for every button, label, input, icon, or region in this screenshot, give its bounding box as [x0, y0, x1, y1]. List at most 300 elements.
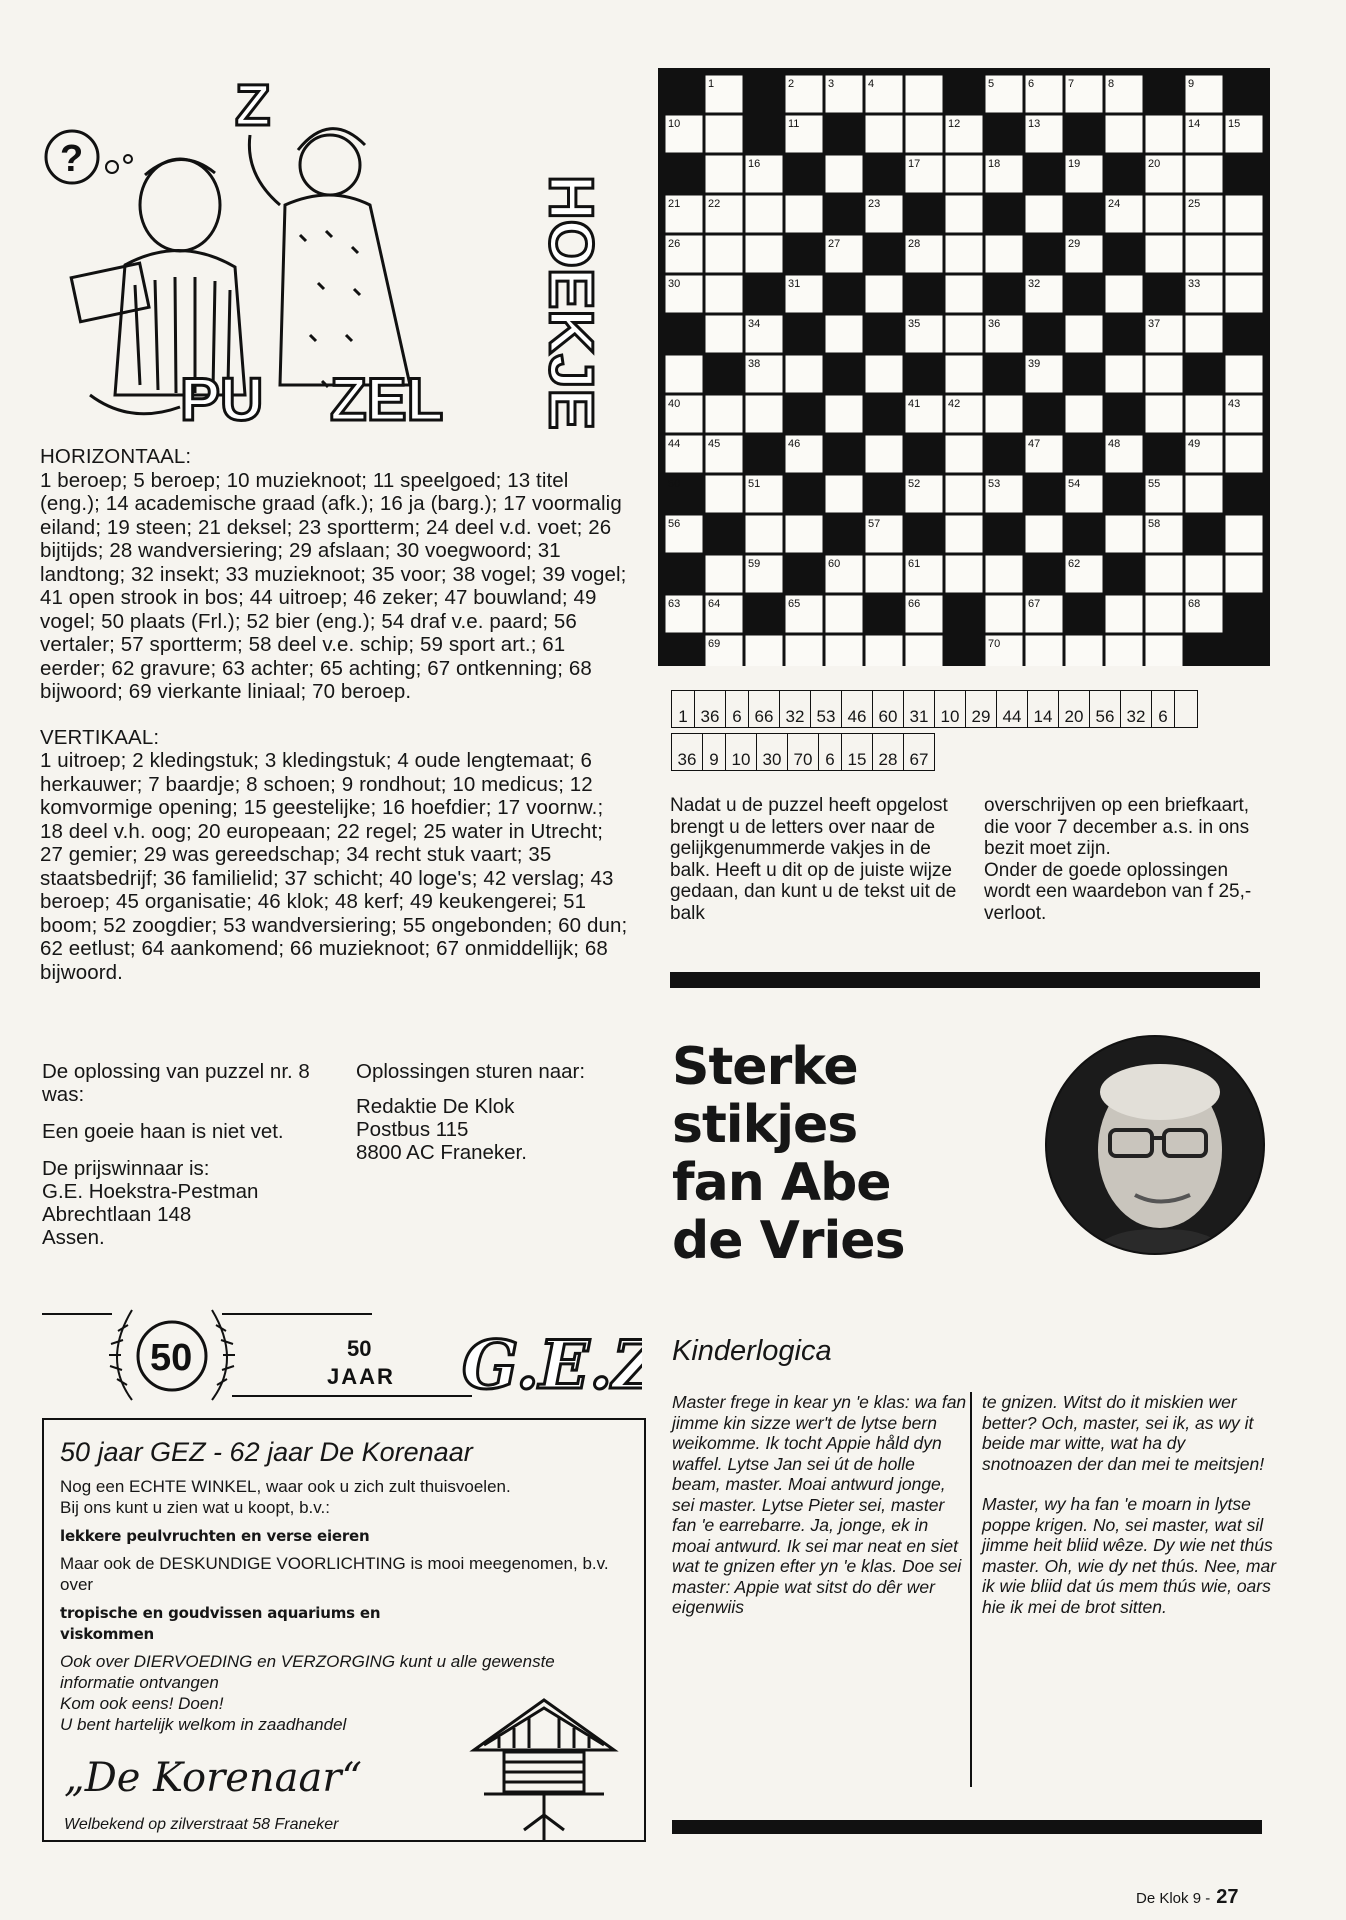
article-column-1: Master frege in kear yn 'e klas: wa fan jimme kin sizze wer't de lytse bern weikomme. Ik tocht Appie håld dyn waffel. Lytse Jan sei út de holle beam, master. Moai antwurd jonge, sei master. Lytse Pieter sei, master fan 'e earrebarre. Ja, jonge, ek in moai antwurd. Ik sei mar neat en siet wat te gnizen efter yn 'e klas. Doe sei master: Appie wat sitst do dêr wer eigenwiis — [672, 1392, 967, 1617]
grid-clue-number: 67 — [1028, 598, 1041, 610]
korenaar-address: Welbekend op zilverstraat 58 Franeker — [64, 1816, 339, 1833]
vertical-heading: VERTIKAAL: — [40, 725, 160, 749]
grid-white-cell[interactable] — [706, 316, 743, 353]
grid-clue-number: 64 — [708, 598, 721, 610]
logo-word-pu: PU — [180, 366, 264, 433]
grid-black-cell — [666, 556, 703, 593]
article-column-2 — [982, 1392, 1278, 1637]
grid-white-cell[interactable] — [706, 556, 743, 593]
grid-black-cell — [866, 396, 903, 433]
advert-italic-3: U bent hartelijk welkom in zaadhandel — [60, 1715, 347, 1734]
grid-white-cell[interactable] — [946, 556, 983, 593]
grid-black-cell — [1226, 76, 1263, 113]
winner-name: G.E. Hoekstra-Pestman — [42, 1180, 259, 1203]
headline-line-3: fan Abe — [672, 1153, 891, 1213]
grid-black-cell — [746, 276, 783, 313]
grid-clue-number: 65 — [788, 598, 801, 610]
grid-black-cell — [1106, 236, 1143, 273]
grid-white-cell[interactable] — [1026, 516, 1063, 553]
grid-black-cell — [1106, 156, 1143, 193]
solution-bar-cell[interactable]: 36 — [672, 734, 703, 771]
grid-black-cell — [986, 516, 1023, 553]
grid-clue-number: 18 — [988, 158, 1001, 170]
grid-black-cell — [786, 556, 823, 593]
grid-white-cell[interactable] — [1226, 236, 1263, 273]
grid-clue-number: 11 — [788, 118, 800, 130]
grid-clue-number: 22 — [708, 198, 721, 210]
grid-clue-number: 63 — [668, 598, 681, 610]
grid-black-cell — [826, 116, 863, 153]
solution-bar-cell[interactable]: 36 — [695, 691, 726, 728]
solution-bar-cell[interactable]: 53 — [811, 691, 842, 728]
gez-logo: G.E.Z — [462, 1326, 642, 1404]
solution-bar-cell[interactable]: 6 — [819, 734, 842, 771]
grid-clue-number: 57 — [868, 518, 881, 530]
grid-clue-number: 62 — [1068, 558, 1081, 570]
grid-clue-number: 45 — [708, 438, 721, 450]
grid-clue-number: 49 — [1188, 438, 1201, 450]
grid-black-cell — [1026, 316, 1063, 353]
horizontal-heading: HORIZONTAAL: — [40, 445, 192, 468]
headline-line-2: stikjes — [672, 1095, 858, 1155]
grid-black-cell — [866, 596, 903, 633]
grid-black-cell — [986, 276, 1023, 313]
grid-black-cell — [666, 76, 703, 113]
instructions-col-1: Nadat u de puzzel heeft opgelost brengt u de letters over naar de gelijkgenummerde vakjes in de balk. Heeft u dit op de juiste wijze gedaan, dan kunt u de tekst uit de balk — [670, 795, 957, 924]
grid-white-cell[interactable] — [946, 236, 983, 273]
grid-black-cell — [1106, 316, 1143, 353]
grid-white-cell[interactable] — [746, 636, 783, 667]
solution-bar-cell[interactable]: 60 — [873, 691, 904, 728]
solution-bar-cell[interactable]: 28 — [873, 734, 904, 771]
headline-line-1: Sterke — [672, 1037, 858, 1097]
solution-bar-cell[interactable]: 14 — [1028, 691, 1059, 728]
grid-white-cell[interactable] — [826, 476, 863, 513]
grid-black-cell — [1026, 476, 1063, 513]
grid-white-cell[interactable] — [1146, 116, 1183, 153]
grid-clue-number: 46 — [788, 438, 801, 450]
send-label: Oplossingen sturen naar: — [356, 1060, 586, 1083]
advert-line-2: Bij ons kunt u zien wat u koopt, b.v.: — [60, 1498, 330, 1517]
grid-black-cell — [666, 156, 703, 193]
grid-white-cell[interactable] — [1186, 396, 1223, 433]
send-address — [356, 1060, 636, 1164]
grid-white-cell[interactable] — [786, 516, 823, 553]
column-divider — [970, 1392, 972, 1787]
grid-white-cell[interactable] — [826, 636, 863, 667]
solution-bar-cell[interactable]: 10 — [935, 691, 966, 728]
grid-white-cell[interactable] — [706, 276, 743, 313]
horizontal-clues: 1 beroep; 5 beroep; 10 muzieknoot; 11 speelgoed; 13 titel (eng.); 14 academische graad (afk.); 16 ja (barg.); 17 voormalig eiland; 19 steen; 21 deksel; 23 sportterm; 24 deel v.d. voet; 26 bijtijds; 28 wandversiering; 29 afslaan; 30 voegwoord; 31 landtong; 32 insekt; 33 muzieknoot; 35 voor; 38 vogel; 39 vogel; 41 open strook in bos; 44 uitroep; 46 zeker; 47 bouwland; 49 vogel; 50 plaats (Frl.); 52 bier (eng.); 54 draf v.e. paard; 56 vertaler; 57 sportterm; 58 deel v.e. schip; 59 sport art.; 61 eerder; 62 gravure; 63 achter; 65 achting; 67 ontkenning; 68 bijwoord; 69 vierkante liniaal; 70 beroep. — [40, 468, 627, 703]
grid-white-cell[interactable] — [1146, 596, 1183, 633]
grid-black-cell — [826, 516, 863, 553]
logo-word-zel: ZEL — [330, 366, 444, 433]
grid-white-cell[interactable] — [1066, 316, 1103, 353]
grid-black-cell — [866, 236, 903, 273]
grid-clue-number: 41 — [908, 398, 921, 410]
grid-black-cell — [1226, 596, 1263, 633]
grid-clue-number: 23 — [868, 198, 881, 210]
grid-black-cell — [1066, 516, 1103, 553]
grid-black-cell — [1026, 556, 1063, 593]
grid-white-cell[interactable] — [1186, 476, 1223, 513]
grid-white-cell[interactable] — [986, 236, 1023, 273]
grid-white-cell[interactable] — [906, 116, 943, 153]
gez-anniversary-banner — [42, 1300, 642, 1410]
grid-black-cell — [746, 76, 783, 113]
grid-clue-number: 7 — [1068, 78, 1075, 90]
article-subtitle: Kinderlogica — [672, 1335, 832, 1367]
solution-bar-cell[interactable]: 46 — [842, 691, 873, 728]
banner-small-word: JAAR — [327, 1364, 395, 1389]
winner-label: De prijswinnaar is: — [42, 1157, 210, 1180]
grid-white-cell[interactable] — [746, 236, 783, 273]
advert-line-3: Maar ook de DESKUNDIGE VOORLICHTING is mooi meegenomen, b.v. over — [60, 1554, 609, 1594]
send-line-3: 8800 AC Franeker. — [356, 1141, 527, 1164]
grid-clue-number: 28 — [908, 238, 921, 250]
grid-black-cell — [826, 276, 863, 313]
question-mark: ? — [60, 138, 84, 180]
grid-white-cell[interactable] — [1106, 276, 1143, 313]
grid-clue-number: 35 — [908, 318, 921, 330]
grid-white-cell[interactable] — [706, 236, 743, 273]
grid-white-cell[interactable] — [826, 396, 863, 433]
grid-clue-number: 50 — [668, 478, 681, 490]
grid-black-cell — [786, 236, 823, 273]
grid-clue-number: 36 — [988, 318, 1001, 330]
grid-white-cell[interactable] — [906, 636, 943, 667]
grid-black-cell — [1146, 436, 1183, 473]
grid-clue-number: 15 — [1228, 118, 1241, 130]
grid-black-cell — [1226, 636, 1263, 667]
solution-bar-cell[interactable]: 6 — [726, 691, 749, 728]
grid-black-cell — [986, 196, 1023, 233]
solution-bar-cell[interactable]: 10 — [726, 734, 757, 771]
grid-white-cell[interactable] — [1106, 356, 1143, 393]
article-column-2a: te gnizen. Witst do it miskien wer better? Och, master, sei ik, as wy it beide mar witte, wat ha dy snotnoazen der dan mei te meitsjen! — [982, 1392, 1265, 1474]
grid-black-cell — [746, 116, 783, 153]
grid-black-cell — [786, 476, 823, 513]
grid-white-cell[interactable] — [746, 516, 783, 553]
grid-white-cell[interactable] — [1026, 196, 1063, 233]
grid-black-cell — [1226, 316, 1263, 353]
grid-white-cell[interactable] — [946, 196, 983, 233]
instructions-col-2 — [984, 795, 1274, 924]
grid-clue-number: 55 — [1148, 478, 1161, 490]
solution-bar-row-2 — [671, 733, 935, 771]
grid-white-cell[interactable] — [946, 476, 983, 513]
grid-white-cell[interactable] — [1066, 396, 1103, 433]
grid-white-cell[interactable] — [946, 516, 983, 553]
grid-white-cell[interactable] — [1146, 196, 1183, 233]
advert-bold-2: tropische en goudvissen aquariums en viskommen — [60, 1604, 381, 1643]
advert-line-1: Nog een ECHTE WINKEL, waar ook u zich zult thuisvoelen. — [60, 1477, 511, 1496]
page-number: 27 — [1216, 1886, 1239, 1908]
grid-white-cell[interactable] — [826, 596, 863, 633]
grid-clue-number: 66 — [908, 598, 921, 610]
grid-white-cell[interactable] — [946, 156, 983, 193]
grid-white-cell[interactable] — [946, 276, 983, 313]
grid-clue-number: 69 — [708, 638, 721, 650]
grid-white-cell[interactable] — [946, 436, 983, 473]
grid-black-cell — [1066, 356, 1103, 393]
grid-black-cell — [986, 116, 1023, 153]
grid-black-cell — [906, 516, 943, 553]
grid-clue-number: 34 — [748, 318, 761, 330]
headline-line-4: de Vries — [672, 1211, 905, 1271]
grid-black-cell — [1106, 556, 1143, 593]
grid-black-cell — [1186, 516, 1223, 553]
grid-white-cell[interactable] — [986, 596, 1023, 633]
korenaar-name: „De Korenaar“ — [64, 1755, 362, 1801]
grid-black-cell — [1066, 276, 1103, 313]
grid-white-cell[interactable] — [826, 316, 863, 353]
grid-clue-number: 21 — [668, 198, 681, 210]
grid-white-cell[interactable] — [826, 156, 863, 193]
grid-black-cell — [866, 476, 903, 513]
section-divider — [670, 972, 1260, 988]
solution-bar-cell[interactable]: 56 — [1090, 691, 1121, 728]
grid-black-cell — [986, 356, 1023, 393]
grid-white-cell[interactable] — [1026, 636, 1063, 667]
grid-clue-number: 19 — [1068, 158, 1081, 170]
grid-black-cell — [866, 316, 903, 353]
grid-clue-number: 10 — [668, 118, 681, 130]
instructions-col-2a: overschrijven op een briefkaart, die voor 7 december a.s. in ons bezit moet zijn. — [984, 795, 1250, 859]
grid-black-cell — [1106, 476, 1143, 513]
grid-clue-number: 37 — [1148, 318, 1161, 330]
grid-black-cell — [746, 596, 783, 633]
advert-italic-1: Ook over DIERVOEDING en VERZORGING kunt u alle gewenste informatie ontvangen — [60, 1652, 555, 1692]
previous-solution-label: De oplossing van puzzel nr. 8 was: — [42, 1060, 310, 1106]
winner-street: Abrechtlaan 148 — [42, 1203, 192, 1226]
grid-white-cell[interactable] — [866, 276, 903, 313]
banner-small-number: 50 — [347, 1336, 372, 1361]
grid-clue-number: 12 — [948, 118, 961, 130]
grid-white-cell[interactable] — [1146, 356, 1183, 393]
grid-white-cell[interactable] — [946, 316, 983, 353]
grid-clue-number: 16 — [748, 158, 761, 170]
grid-black-cell — [906, 276, 943, 313]
grid-clue-number: 56 — [668, 518, 681, 530]
grid-clue-number: 13 — [1028, 118, 1041, 130]
grid-white-cell[interactable] — [1226, 276, 1263, 313]
grid-white-cell[interactable] — [1186, 556, 1223, 593]
grid-black-cell — [1146, 276, 1183, 313]
grid-clue-number: 29 — [1068, 238, 1081, 250]
solution-bar-cell[interactable]: 66 — [749, 691, 780, 728]
grid-clue-number: 9 — [1188, 78, 1195, 90]
solution-bar-cell[interactable]: 29 — [966, 691, 997, 728]
grid-white-cell[interactable] — [1146, 556, 1183, 593]
grid-white-cell[interactable] — [906, 76, 943, 113]
grid-white-cell[interactable] — [786, 196, 823, 233]
grid-clue-number: 17 — [908, 158, 921, 170]
grid-clue-number: 58 — [1148, 518, 1161, 530]
grid-white-cell[interactable] — [1186, 156, 1223, 193]
solution-bar-cell[interactable]: 9 — [703, 734, 726, 771]
grid-clue-number: 59 — [748, 558, 761, 570]
solution-bar-cell[interactable]: 15 — [842, 734, 873, 771]
instructions-col-2b: Onder de goede oplossingen wordt een waardebon van f 25,- verloot. — [984, 859, 1252, 924]
grid-white-cell[interactable] — [866, 356, 903, 393]
grid-black-cell — [826, 436, 863, 473]
article-column-2b: Master, wy ha fan 'e moarn in lytse poppe krigen. No, sei master, wat sil jimme heit bliid wêze. Dy wie net thús master. Oh, wie dy net thús. Nee, mar ik wie bliid dat ús mem thús wie, oars hie ik mei de brot sitten. — [982, 1494, 1277, 1617]
grid-white-cell[interactable] — [1186, 316, 1223, 353]
solution-bar-cell[interactable]: 1 — [672, 691, 695, 728]
grid-white-cell[interactable] — [746, 396, 783, 433]
grid-black-cell — [666, 316, 703, 353]
grid-white-cell[interactable] — [786, 636, 823, 667]
grid-black-cell — [746, 436, 783, 473]
grid-black-cell — [1026, 156, 1063, 193]
grid-clue-number: 26 — [668, 238, 681, 250]
grid-clue-number: 40 — [668, 398, 681, 410]
grid-clue-number: 32 — [1028, 278, 1041, 290]
crossword-clues — [40, 445, 630, 1006]
grid-white-cell[interactable] — [1226, 356, 1263, 393]
grid-white-cell[interactable] — [1146, 396, 1183, 433]
grid-clue-number: 70 — [988, 638, 1001, 650]
grid-black-cell — [1066, 596, 1103, 633]
grid-white-cell[interactable] — [1146, 236, 1183, 273]
grid-clue-number: 20 — [1148, 158, 1161, 170]
solution-bar-cell[interactable]: 6 — [1152, 691, 1175, 728]
wreath-number: 50 — [150, 1337, 193, 1379]
advert-title: 50 jaar GEZ - 62 jaar De Korenaar — [60, 1437, 473, 1467]
grid-clue-number: 31 — [788, 278, 801, 290]
solution-bar-cell[interactable]: 44 — [997, 691, 1028, 728]
grid-white-cell[interactable] — [1226, 516, 1263, 553]
grid-clue-number: 44 — [668, 438, 681, 450]
puzzelhoekje-logo — [30, 55, 610, 455]
grid-clue-number: 24 — [1108, 198, 1121, 210]
grid-white-cell[interactable] — [1226, 556, 1263, 593]
logo-word-hoekje: HOEKJE — [536, 175, 605, 430]
grid-black-cell — [1026, 236, 1063, 273]
winner-city: Assen. — [42, 1226, 105, 1249]
birdhouse-icon — [454, 1690, 634, 1840]
solution-bar-cell[interactable]: 30 — [757, 734, 788, 771]
grid-black-cell — [1026, 396, 1063, 433]
grid-black-cell — [1186, 356, 1223, 393]
grid-clue-number: 3 — [828, 78, 835, 90]
grid-clue-number: 4 — [868, 78, 875, 90]
grid-white-cell[interactable] — [1226, 436, 1263, 473]
bottom-divider — [672, 1820, 1262, 1834]
grid-white-cell[interactable] — [1106, 516, 1143, 553]
grid-clue-number: 39 — [1028, 358, 1041, 370]
grid-white-cell[interactable] — [706, 156, 743, 193]
grid-clue-number: 43 — [1228, 398, 1241, 410]
solution-bar-cell[interactable]: 31 — [904, 691, 935, 728]
grid-clue-number: 53 — [988, 478, 1001, 490]
grid-white-cell[interactable] — [866, 556, 903, 593]
grid-clue-number: 33 — [1188, 278, 1201, 290]
send-line-1: Redaktie De Klok — [356, 1095, 515, 1118]
grid-white-cell[interactable] — [1106, 116, 1143, 153]
grid-white-cell[interactable] — [786, 356, 823, 393]
grid-clue-number: 61 — [908, 558, 921, 570]
grid-white-cell[interactable] — [1106, 636, 1143, 667]
grid-black-cell — [906, 356, 943, 393]
grid-white-cell[interactable] — [666, 356, 703, 393]
grid-black-cell — [1066, 436, 1103, 473]
grid-white-cell[interactable] — [866, 436, 903, 473]
grid-white-cell[interactable] — [986, 556, 1023, 593]
grid-black-cell — [1146, 76, 1183, 113]
grid-clue-number: 27 — [828, 238, 841, 250]
grid-black-cell — [706, 356, 743, 393]
z-letter: Z — [235, 73, 271, 138]
vertical-clues: 1 uitroep; 2 kledingstuk; 3 kledingstuk; 4 oude lengtemaat; 6 herkauwer; 7 baardje; 8 schoen; 9 rondhout; 10 medicus; 12 komvormige opening; 15 geestelijke; 16 hoefdier; 17 voornw.; 18 deel v.h. oog; 20 europeaan; 22 regel; 25 water in Utrecht; 27 gemier; 29 was gereedschap; 34 recht stuk vaart; 35 staatsbedrijf; 36 familielid; 37 schicht; 40 loge's; 42 verslag; 43 beroep; 45 organisatie; 46 klok; 48 kerf; 49 keukengerei; 51 boom; 52 zoogdier; 53 wandversiering; 55 ongebonden; 60 dun; 62 eetlust; 64 aankomend; 66 muzieknoot; 67 onmiddellijk; 68 bijwoord. — [40, 749, 628, 984]
grid-black-cell — [1186, 636, 1223, 667]
woman-illustration — [249, 129, 410, 387]
page-footer — [1136, 1886, 1238, 1909]
grid-clue-number: 47 — [1028, 438, 1041, 450]
grid-white-cell[interactable] — [1106, 596, 1143, 633]
grid-black-cell — [946, 636, 983, 667]
grid-clue-number: 51 — [748, 478, 761, 490]
grid-clue-number: 1 — [708, 78, 715, 90]
grid-white-cell[interactable] — [946, 356, 983, 393]
grid-white-cell[interactable] — [706, 476, 743, 513]
grid-black-cell — [1226, 476, 1263, 513]
grid-black-cell — [906, 436, 943, 473]
grid-black-cell — [1226, 156, 1263, 193]
grid-clue-number: 25 — [1188, 198, 1201, 210]
solution-bar-cell[interactable]: 20 — [1059, 691, 1090, 728]
advert-italic-2: Kom ook eens! Doen! — [60, 1694, 224, 1713]
grid-black-cell — [1106, 396, 1143, 433]
grid-clue-number: 48 — [1108, 438, 1121, 450]
magazine-name: De Klok 9 - — [1136, 1890, 1211, 1907]
grid-white-cell[interactable] — [706, 116, 743, 153]
grid-clue-number: 54 — [1068, 478, 1081, 490]
grid-white-cell[interactable] — [986, 396, 1023, 433]
solution-bar-cell[interactable]: 67 — [904, 734, 935, 771]
grid-white-cell[interactable] — [1226, 196, 1263, 233]
author-portrait — [1040, 1030, 1270, 1260]
grid-clue-number: 52 — [908, 478, 921, 490]
grid-white-cell[interactable] — [866, 116, 903, 153]
grid-clue-number: 8 — [1108, 78, 1115, 90]
grid-clue-number: 2 — [788, 78, 795, 90]
grid-clue-number: 6 — [1028, 78, 1035, 90]
grid-black-cell — [786, 156, 823, 193]
grid-white-cell[interactable] — [1186, 236, 1223, 273]
grid-black-cell — [946, 596, 983, 633]
solution-bar-cell[interactable]: 32 — [780, 691, 811, 728]
grid-white-cell[interactable] — [866, 636, 903, 667]
grid-white-cell[interactable] — [1146, 636, 1183, 667]
korenaar-advert — [42, 1418, 646, 1842]
article-headline — [672, 1038, 1002, 1270]
grid-black-cell — [866, 156, 903, 193]
grid-white-cell[interactable] — [706, 396, 743, 433]
grid-clue-number: 68 — [1188, 598, 1201, 610]
solution-bar-cell[interactable]: 32 — [1121, 691, 1152, 728]
solution-bar-cell[interactable]: 70 — [788, 734, 819, 771]
crossword-grid[interactable] — [658, 68, 1270, 671]
grid-black-cell — [706, 516, 743, 553]
grid-white-cell[interactable] — [1066, 636, 1103, 667]
grid-white-cell[interactable] — [746, 196, 783, 233]
send-line-2: Postbus 115 — [356, 1118, 469, 1141]
grid-black-cell — [826, 356, 863, 393]
grid-clue-number: 60 — [828, 558, 841, 570]
solution-bar-cell[interactable] — [1175, 691, 1198, 728]
